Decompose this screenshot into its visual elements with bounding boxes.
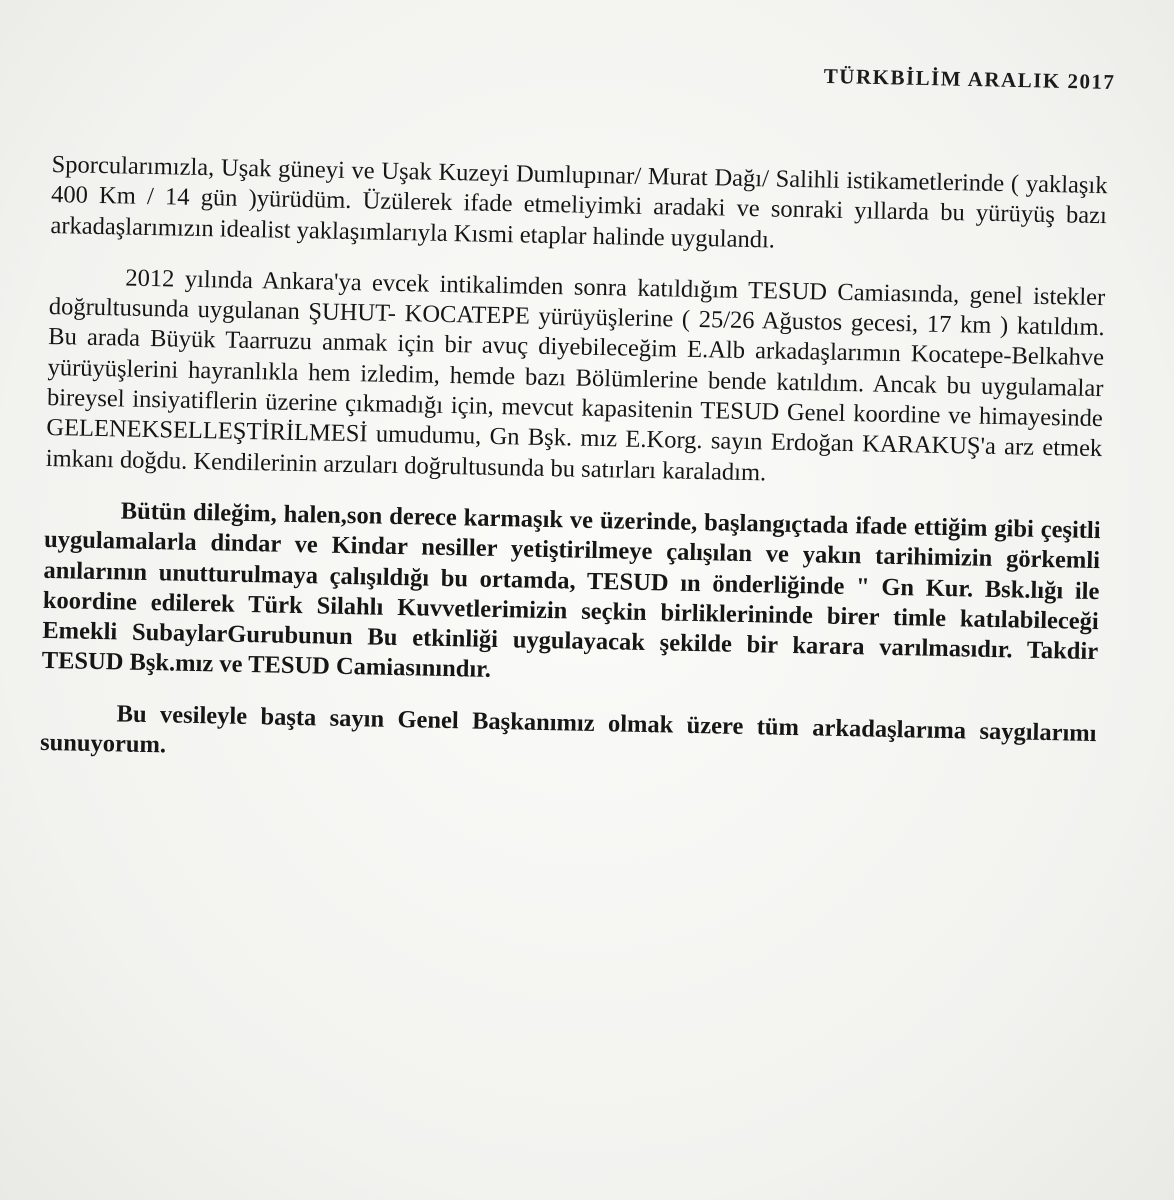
paragraph-1: Sporcularımızla, Uşak güneyi ve Uşak Kuzeyi Dumlupınar/ Murat Dağı/ Salihli istikametlerinde ( yaklaşık 400 Km / 14 gün )yürüdüm. Üzülerek ifade etmeliyimki aradaki ve sonraki yıllarda bu yürüyüş bazı arkadaşlarımızın idealist yaklaşımlarıyla Kısmi etaplar halinde uygulandı. — [50, 150, 1108, 254]
paragraph-4: Bu vesileyle başta sayın Genel Başkanımız olmak üzere tüm arkadaşlarıma saygılarımı sunuyorum. — [39, 700, 1097, 759]
paragraph-2: 2012 yılında Ankara'ya evcek intikalimden sonra katıldığım TESUD Camiasında, genel istekler doğrultusunda uygulanan ŞUHUT- KOCATEPE yürüyüşlerine ( 25/26 Ağustos gecesi, 17 km ) katıldım. Bu arada Büyük Taarruzu anmak için bir avuç diyebileceğim E.Alb arkadaşlarımın Kocatepe-Belkahve yürüyüşlerini hayranlıkla hem izledim, hemde bazı Bölümlerine bende katıldım. Ancak bu uygulamalar bireysel insiyatiflerin üzerine çıkmadığı için, mevcut kapasitenin TESUD Genel koordine ve himayesinde GELENEKSELLEŞTİRİLMESİ umudumu, Gn Bşk. mız E.Korg. sayın Erdoğan KARAKUŞ'a arz etmek imkanı doğdu. Kendilerinin arzuları doğrultusunda bu satırları karaladım. — [45, 264, 1106, 487]
paragraph-3: Bütün dileğim, halen,son derece karmaşık ve üzerinde, başlangıçtada ifade ettiğim gibi çeşitli uygulamalarla dindar ve Kindar nesiller yetiştirilmeye çalışılan ve yakın tarihimizin görkemli anılarının unutturulmaya çalışıldığı bu ortamda, TESUD ın önderliğinde " Gn Kur. Bsk.lığı ile koordine edilerek Türk Silahlı Kuvvetlerimizin seçkin birliklerininde birer timle katılabileceği Emekli SubaylarGurubunun Bu etkinliği uygulayacak şekilde bir karara varılmasıdır. Takdir TESUD Bşk.mız ve TESUD Camiasınındır. — [41, 497, 1101, 684]
article-body — [40, 150, 1108, 779]
journal-header: TÜRKBİLİM ARALIK 2017 — [823, 63, 1116, 94]
